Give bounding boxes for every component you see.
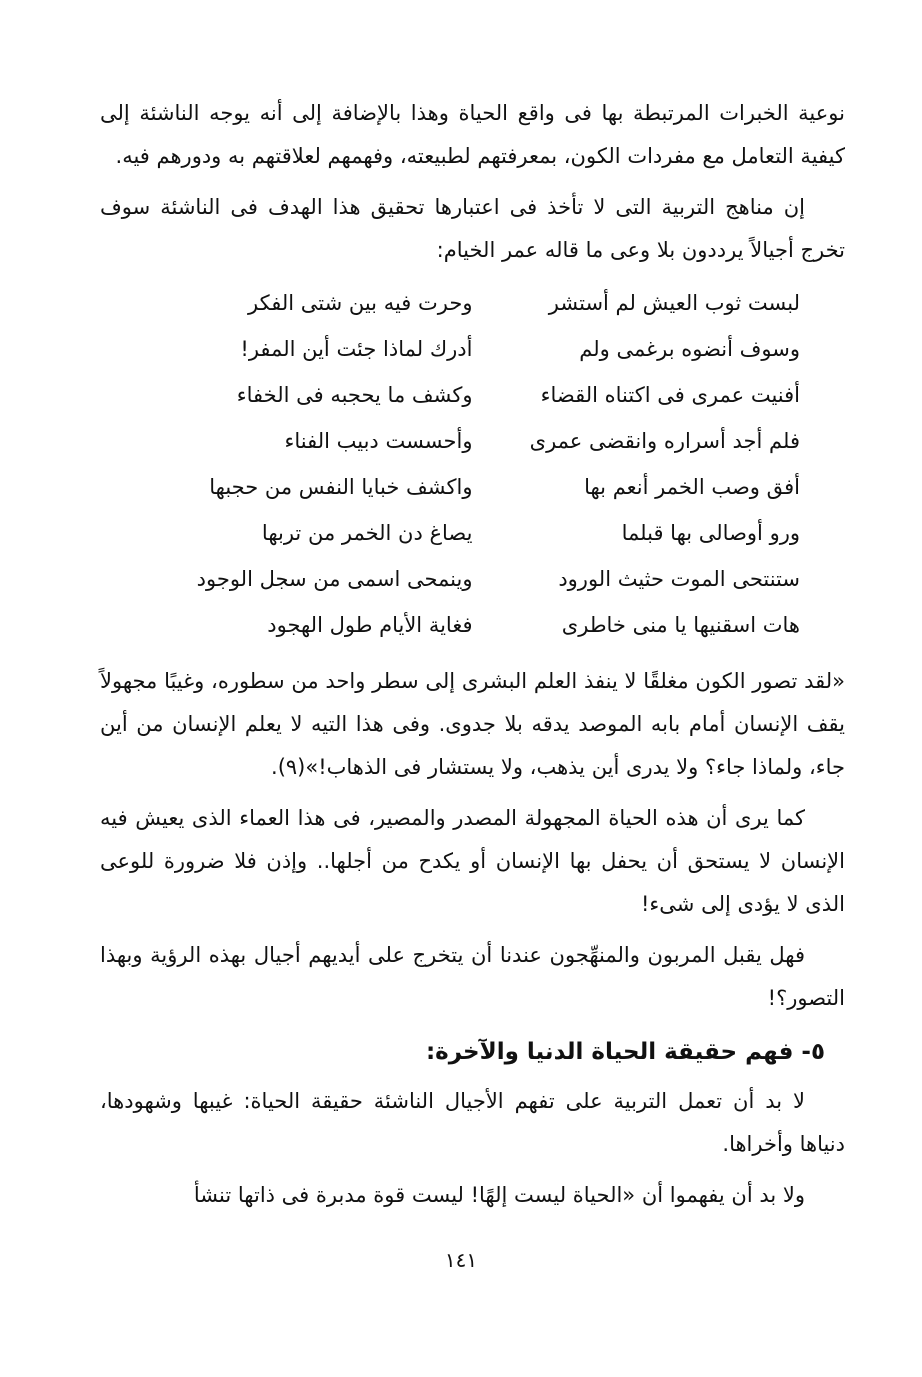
poem-verse [100,372,845,418]
paragraph-intro: نوعية الخبرات المرتبطة بها فى واقع الحياة وهذا بالإضافة إلى أنه يوجه الناشئة إلى كيفية التعامل مع مفردات الكون، بمعرفتهم لطبيعته، وفهمهم لعلاقتهم به ودورهم فيه. [100,101,845,168]
poem-verse [100,510,845,556]
verse-second-hemistich: وكشف ما يحجبه فى الخفاء [236,383,473,407]
poem-verse [100,556,845,602]
poem-verse [100,602,845,648]
page-number: ١٤١ [444,1248,478,1272]
verse-second-hemistich: أدرك لماذا جئت أين المفر! [240,337,473,361]
paragraph-curriculum: إن مناهج التربية التى لا تأخذ فى اعتبارها تحقيق هذا الهدف فى الناشئة سوف تخرج أجيالاً يرددون بلا وعى ما قاله عمر الخيام: [100,195,845,262]
verse-second-hemistich: وأحسست دبيب الفناء [284,429,473,453]
verse-second-hemistich: وحرت فيه بين شتى الفكر [248,291,473,315]
verse-second-hemistich: فغاية الأيام طول الهجود [267,613,473,637]
verse-first-hemistich: أفنيت عمرى فى اكتناه القضاء [540,383,800,407]
paragraph-unknown-life: كما يرى أن هذه الحياة المجهولة المصدر والمصير، فى هذا العماء الذى يعيش فيه الإنسان لا يستحق أن يحفل بها الإنسان أو يكدح من أجلها.. وإذن فلا ضرورة للوعى الذى لا يؤدى إلى شىء! [100,806,845,916]
paragraph-quote: «لقد تصور الكون مغلقًا لا ينفذ العلم البشرى إلى سطر واحد من سطوره، وغيبًا مجهولاً يقف الإنسان أمام بابه الموصد يدقه بلا جدوى. وفى هذا التيه لا يعلم الإنسان من أين جاء، ولماذا جاء؟ ولا يدرى أين يذهب، ولا يستشار فى الذهاب!»(٩). [100,669,845,779]
poem-verse [100,280,845,326]
verse-second-hemistich: وينمحى اسمى من سجل الوجود [196,567,473,591]
paragraph-must-understand: لا بد أن تعمل التربية على تفهم الأجيال الناشئة حقيقة الحياة: غيبها وشهودها، دنياها وأخراها. [100,1089,845,1156]
poem-verse [100,418,845,464]
verse-first-hemistich: هات اسقنيها يا منى خاطرى [561,613,800,637]
poem-verse [100,326,845,372]
poem-khayyam [100,280,845,648]
paragraph-question: فهل يقبل المربون والمنهِّجون عندنا أن يتخرج على أيديهم أجيال بهذه الرؤية وبهذا التصور؟! [100,943,845,1010]
verse-first-hemistich: ستنتحى الموت حثيث الورود [558,567,800,591]
paragraph-life-not-god: ولا بد أن يفهموا أن «الحياة ليست إلهًا! ليست قوة مدبرة فى ذاتها تنشأ [193,1183,805,1207]
verse-first-hemistich: لبست ثوب العيش لم أستشر [548,291,800,315]
verse-second-hemistich: واكشف خبايا النفس من حجبها [209,475,473,499]
verse-second-hemistich: يصاغ دن الخمر من تربها [261,521,473,545]
poem-verse [100,464,845,510]
verse-first-hemistich: أفق وصب الخمر أنعم بها [584,475,800,499]
verse-first-hemistich: ورو أوصالى بها قبلما [621,521,800,545]
verse-first-hemistich: وسوف أنضوه برغمى ولم [579,337,800,361]
verse-first-hemistich: فلم أجد أسراره وانقضى عمرى [529,429,800,453]
section-heading: ٥- فهم حقيقة الحياة الدنيا والآخرة: [425,1039,825,1065]
page-body [100,92,845,1225]
